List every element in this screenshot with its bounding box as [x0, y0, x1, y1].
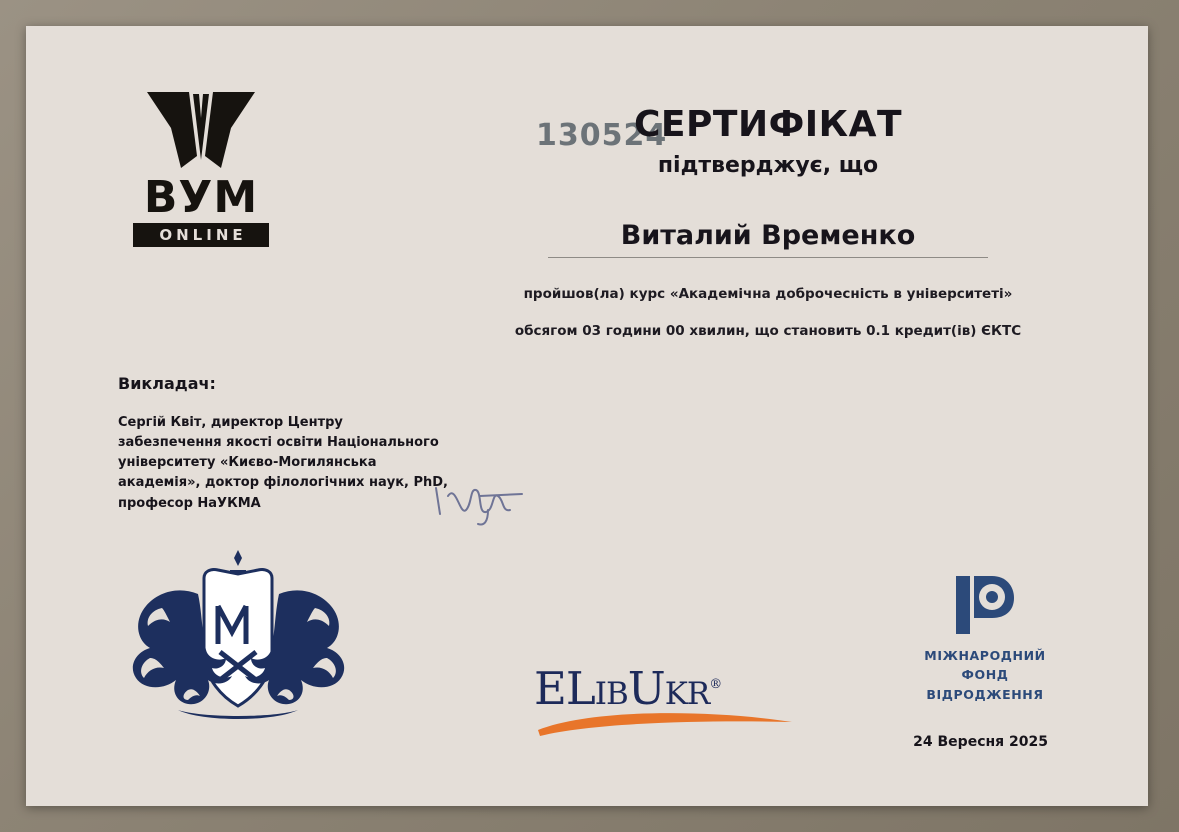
foundation-line-3: ВІДРОДЖЕННЯ	[926, 686, 1044, 702]
recipient-name-field	[548, 220, 988, 258]
certificate-subtitle: підтверджує, що	[657, 153, 879, 179]
foundation-name	[910, 646, 1060, 704]
certificate-title: СЕРТИФІКАТ	[633, 104, 903, 145]
hours-credits-line: обсягом 03 години 00 хвилин, що становить 0.1 кредит(ів) ЄКТС	[514, 322, 1022, 339]
registered-mark-icon: ®	[709, 677, 722, 692]
vum-wordmark: ВУМ	[143, 172, 259, 223]
elibukr-part-u: U	[627, 662, 665, 715]
open-book-icon	[141, 88, 261, 174]
foundation-line-1: МІЖНАРОДНИЙ	[924, 648, 1046, 663]
vum-online-badge: ONLINE	[133, 223, 269, 247]
certificate-header	[488, 104, 1048, 339]
course-line: пройшов(ла) курс «Академічна доброчесність в університеті»	[523, 286, 1013, 303]
teacher-description: Сергій Квіт, директор Центру забезпечення якості освіти Національного університету «Києво-Могилянська академія», доктор філологічних наук, PhD, професор НаУКМА	[118, 415, 448, 511]
elibukr-part-ib: IB	[594, 676, 628, 712]
elibukr-part-el: EL	[534, 662, 595, 715]
elibukr-logo	[534, 662, 814, 746]
naukma-emblem-icon	[106, 548, 371, 728]
renaissance-foundation-logo	[910, 574, 1060, 704]
foundation-line-2: ФОНД	[961, 667, 1009, 683]
elibukr-part-kr: KR	[664, 676, 710, 712]
teacher-block	[118, 374, 448, 514]
issue-date: 24 Вересня 2025	[913, 734, 1048, 750]
certificate-number: 130524	[536, 118, 668, 153]
certificate-document	[26, 26, 1148, 806]
teacher-label: Викладач:	[118, 374, 216, 393]
foundation-mark-icon	[954, 574, 1016, 636]
recipient-name: Виталий Временко	[620, 220, 916, 252]
signature-icon	[426, 466, 566, 546]
vum-logo	[126, 88, 276, 247]
elibukr-wordmark	[534, 662, 814, 715]
